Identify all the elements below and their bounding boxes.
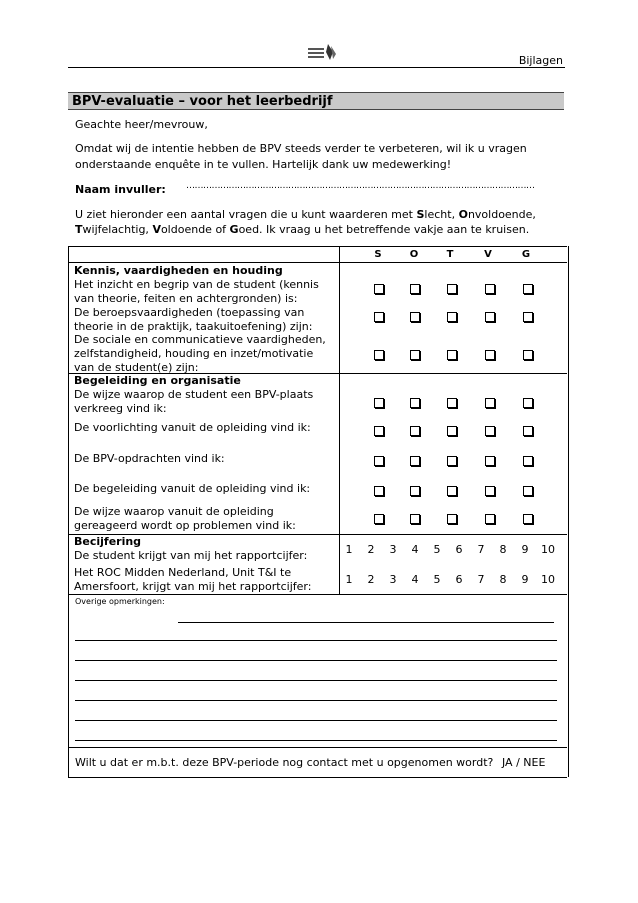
grade-option[interactable]: 9 [521, 543, 529, 556]
rating-checkbox[interactable] [374, 284, 384, 294]
grade-option[interactable]: 5 [433, 573, 441, 586]
grade-option[interactable]: 2 [367, 573, 375, 586]
rating-checkbox[interactable] [410, 426, 420, 436]
rating-checkbox[interactable] [485, 350, 495, 360]
section-label: Bijlagen [518, 54, 563, 67]
rating-checkbox[interactable] [523, 284, 533, 294]
roc-logo [306, 42, 338, 62]
rating-checkbox[interactable] [447, 350, 457, 360]
section-heading-begeleiding: Begeleiding en organisatie [74, 374, 241, 387]
rating-checkbox[interactable] [374, 398, 384, 408]
remarks-line[interactable] [75, 680, 557, 681]
header-divider [68, 67, 565, 68]
grade-option[interactable]: 6 [455, 543, 463, 556]
rating-checkbox[interactable] [374, 312, 384, 322]
greeting: Geachte heer/mevrouw, [75, 118, 208, 131]
rating-checkbox[interactable] [447, 284, 457, 294]
question-row: De BPV-opdrachten vind ik: [74, 452, 225, 465]
question-row: Begeleiding en organisatie De wijze waarop de student een BPV-plaats verkreeg vind ik: [74, 374, 314, 415]
rating-checkbox[interactable] [523, 486, 533, 496]
question-row: De beroepsvaardigheden (toepassing van theorie in de praktijk, taakuitoefening) zijn: [74, 306, 313, 333]
instructions-line-2: Twijfelachtig, Voldoende of Goed. Ik vraag u het betreffende vakje aan te kruisen. [75, 223, 530, 236]
grade-option[interactable]: 3 [389, 573, 397, 586]
rating-checkbox[interactable] [374, 350, 384, 360]
rating-checkbox[interactable] [485, 312, 495, 322]
table-rule [68, 246, 567, 247]
question-row: De sociale en communicatieve vaardigheden, zelfstandigheid, houding en inzet/motivatie van de student(e) zijn: [74, 333, 326, 374]
rating-checkbox[interactable] [374, 426, 384, 436]
rating-checkbox[interactable] [523, 312, 533, 322]
rating-checkbox[interactable] [485, 426, 495, 436]
contact-answer[interactable]: JA / NEE [502, 756, 546, 769]
remarks-line[interactable] [75, 640, 557, 641]
rating-checkbox[interactable] [410, 312, 420, 322]
instructions-line-1: U ziet hieronder een aantal vragen die u kunt waarderen met Slecht, Onvoldoende, [75, 208, 536, 221]
question-row: De wijze waarop vanuit de opleiding gereageerd wordt op problemen vind ik: [74, 505, 296, 532]
remarks-line[interactable] [75, 720, 557, 721]
naam-field[interactable]: …………………………………………………………………………………………………………… [186, 181, 535, 191]
rating-checkbox[interactable] [410, 514, 420, 524]
naam-label: Naam invuller: [75, 183, 166, 196]
rating-checkbox[interactable] [485, 398, 495, 408]
rating-checkbox[interactable] [485, 514, 495, 524]
grade-option[interactable]: 1 [345, 543, 353, 556]
col-header-t: T [446, 249, 454, 260]
remarks-line[interactable] [75, 740, 557, 741]
intro-line-2: onderstaande enquête in te vullen. Hartelijk dank uw medewerking! [75, 158, 452, 171]
col-header-g: G [521, 249, 531, 260]
grade-option[interactable]: 9 [521, 573, 529, 586]
rating-checkbox[interactable] [523, 426, 533, 436]
question-row: Becijfering De student krijgt van mij het rapportcijfer: [74, 535, 308, 562]
column-divider [339, 246, 340, 594]
rating-checkbox[interactable] [410, 284, 420, 294]
table-rule [68, 777, 567, 778]
grade-option[interactable]: 7 [477, 573, 485, 586]
rating-checkbox[interactable] [485, 486, 495, 496]
rating-checkbox[interactable] [447, 426, 457, 436]
rating-checkbox[interactable] [447, 312, 457, 322]
grade-option[interactable]: 4 [411, 543, 419, 556]
remarks-line[interactable] [75, 660, 557, 661]
remarks-line[interactable] [75, 700, 557, 701]
rating-checkbox[interactable] [410, 486, 420, 496]
rating-checkbox[interactable] [447, 398, 457, 408]
grade-option[interactable]: 3 [389, 543, 397, 556]
question-row: Het ROC Midden Nederland, Unit T&I te Amersfoort, krijgt van mij het rapportcijfer: [74, 566, 312, 593]
grade-option[interactable]: 7 [477, 543, 485, 556]
rating-checkbox[interactable] [523, 456, 533, 466]
question-row: Kennis, vaardigheden en houding Het inzicht en begrip van de student (kennis van theorie, feiten en achtergronden) is: [74, 264, 319, 305]
rating-checkbox[interactable] [410, 398, 420, 408]
rating-checkbox[interactable] [523, 514, 533, 524]
page-title: BPV-evaluatie – voor het leerbedrijf [68, 92, 564, 110]
grade-option[interactable]: 4 [411, 573, 419, 586]
rating-checkbox[interactable] [523, 398, 533, 408]
grade-option[interactable]: 10 [541, 573, 555, 586]
question-row: De begeleiding vanuit de opleiding vind ik: [74, 482, 311, 495]
grade-option[interactable]: 8 [499, 573, 507, 586]
col-header-o: O [409, 249, 419, 260]
col-header-v: V [484, 249, 492, 260]
rating-checkbox[interactable] [374, 486, 384, 496]
rating-checkbox[interactable] [485, 456, 495, 466]
rating-checkbox[interactable] [410, 350, 420, 360]
grade-option[interactable]: 1 [345, 573, 353, 586]
rating-checkbox[interactable] [374, 514, 384, 524]
table-rule [68, 262, 567, 263]
col-header-s: S [374, 249, 382, 260]
intro-line-1: Omdat wij de intentie hebben de BPV steeds verder te verbeteren, wil ik u vragen [75, 142, 527, 155]
contact-question: Wilt u dat er m.b.t. deze BPV-periode nog contact met u opgenomen wordt? [75, 756, 494, 769]
grade-option[interactable]: 8 [499, 543, 507, 556]
overige-label: Overige opmerkingen: [75, 597, 165, 606]
table-rule [68, 747, 567, 748]
section-heading-becijfering: Becijfering [74, 535, 142, 548]
rating-checkbox[interactable] [374, 456, 384, 466]
grade-option[interactable]: 10 [541, 543, 555, 556]
grade-option[interactable]: 2 [367, 543, 375, 556]
rating-checkbox[interactable] [410, 456, 420, 466]
table-rule [68, 594, 567, 595]
rating-checkbox[interactable] [447, 456, 457, 466]
rating-checkbox[interactable] [447, 514, 457, 524]
rating-checkbox[interactable] [447, 486, 457, 496]
question-row: De voorlichting vanuit de opleiding vind ik: [74, 421, 311, 434]
grade-option[interactable]: 5 [433, 543, 441, 556]
grade-option[interactable]: 6 [455, 573, 463, 586]
remarks-line[interactable] [178, 622, 554, 623]
section-heading-kennis: Kennis, vaardigheden en houding [74, 264, 283, 277]
rating-checkbox[interactable] [485, 284, 495, 294]
rating-checkbox[interactable] [523, 350, 533, 360]
